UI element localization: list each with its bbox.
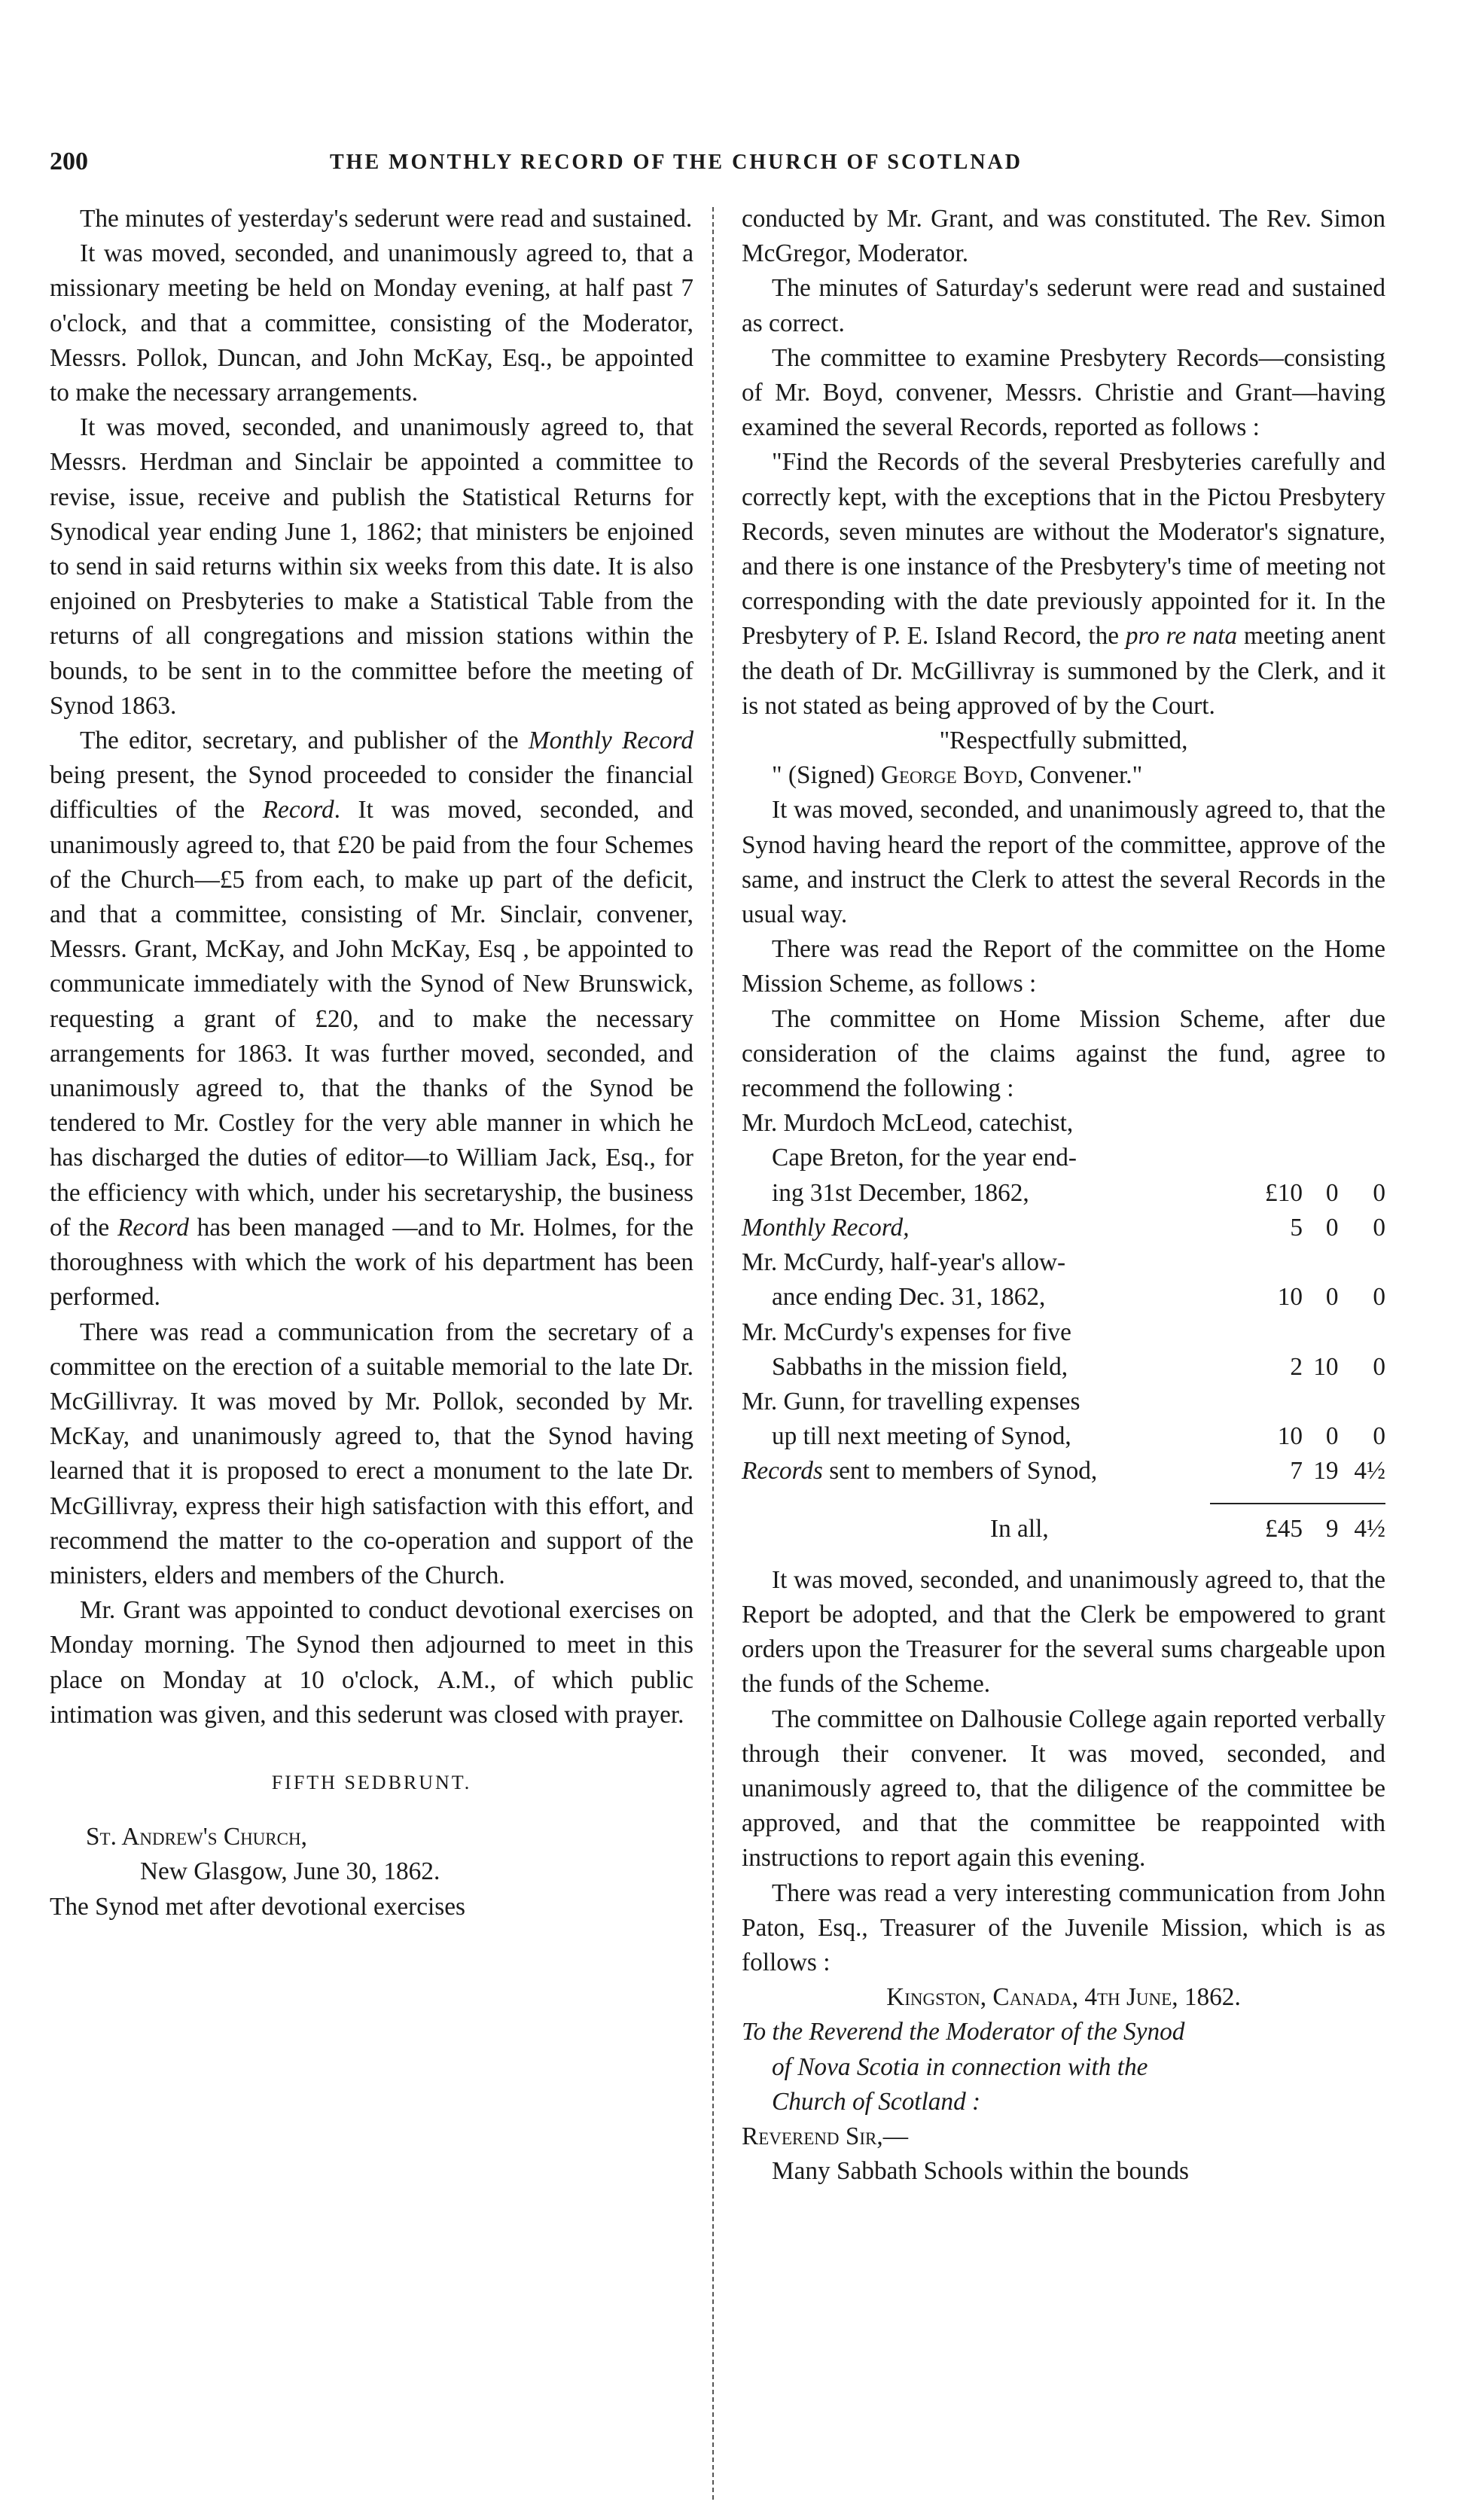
left-column [50, 202, 693, 1924]
text-run: has been managed —and to Mr. Holmes, for the thoroughness with which the work of his department has been performed. [50, 1213, 693, 1312]
paragraph: Many Sabbath Schools within the bounds [772, 2157, 1189, 2186]
paragraph [50, 724, 693, 1315]
text-run: meeting anent the death of Dr. McGillivray is summoned by the Clerk, and it is not stated as being approved of by the Court. [742, 622, 1385, 720]
text-run: , Convener." [1017, 761, 1143, 790]
shillings-value: 19 [1313, 1457, 1339, 1485]
paragraph: The minutes of Saturday's sederunt were read and sustained as correct. [742, 274, 1385, 337]
address-line: To the Reverend the Moderator of the Synod [742, 2018, 1185, 2046]
text-run: , of which public intimation was given, and this sederunt was closed with prayer. [50, 1665, 693, 1729]
item-text: Mr. Murdoch McLeod, catechist, [742, 1109, 1074, 1138]
paragraph: There was read a very interesting communication from John Paton, Esq., Treasurer of the Juvenile Mission, which is as follows : [742, 1879, 1385, 1976]
spacer [742, 1546, 1385, 1563]
italic-run: Record [262, 796, 334, 824]
item-text: up till next meeting of Synod, [772, 1422, 1071, 1451]
page-header [50, 148, 1390, 193]
paragraph: There was read the Report of the committee on the Home Mission Scheme, as follows : [742, 935, 1385, 998]
item-text: Records [742, 1457, 823, 1485]
text-run: "Find the Records of the several Presbyteries carefully and correctly kept, with the exceptions that in the Pictou Presbytery Records, seven minutes are without the Moderator's signature, and there is one instance of the Presbytery's time of meeting not corresponding with the date previously appointed for it. In the Presbytery of P. E. Island Record, the [742, 448, 1385, 651]
pence-value: 0 [1373, 1352, 1385, 1381]
pounds-value: 2 [1290, 1352, 1303, 1381]
item-text: Monthly Record, [742, 1213, 910, 1242]
list-item [742, 1315, 1385, 1385]
paragraph: conducted by Mr. Grant, and was constituted. The Rev. Simon McGregor, Moderator. [742, 205, 1385, 268]
item-text: Mr. Gunn, for travelling expenses [742, 1387, 1080, 1415]
item-text: Mr. McCurdy, half-year's allow- [742, 1248, 1066, 1277]
signature-line: "Respectfully submitted, [939, 727, 1188, 755]
pounds-value: £10 [1265, 1178, 1303, 1207]
shillings-value: 0 [1325, 1213, 1339, 1242]
pounds-value: 7 [1290, 1457, 1303, 1485]
paragraph [742, 445, 1385, 724]
total-rule [1210, 1503, 1385, 1504]
list-item [742, 1106, 1385, 1211]
address-line: Church of Scotland : [772, 2087, 981, 2116]
item-text: Cape Breton, for the year end- [772, 1144, 1077, 1172]
pounds-value: 5 [1290, 1213, 1303, 1242]
paragraph: The minutes of yesterday's sederunt were read and sustained. [80, 205, 693, 233]
page-number: 200 [50, 148, 88, 175]
running-title: THE MONTHLY RECORD OF THE CHURCH OF SCOTLNAD [330, 151, 1023, 174]
list-item [742, 1385, 1385, 1454]
text-run: being present, the Synod proceeded to consider the financial difficulties of the [50, 761, 693, 824]
place-date: New Glasgow, June 30, 1862. [140, 1857, 440, 1886]
column-divider [712, 207, 714, 2500]
church-name: St. Andrew's Church, [86, 1823, 307, 1851]
amount [1227, 1176, 1385, 1211]
text-run: " (Signed) [772, 761, 881, 790]
paragraph: It was moved, seconded, and unanimously agreed to, that a missionary meeting be held on Monday evening, at half past 7 o'clock, and that a committee, consisting of the Moderator, Messrs. Pollok, Duncan, and John McKay, Esq., be appointed to make the necessary arrangements. [50, 239, 693, 407]
section-heading: FIFTH SEDBRUNT. [271, 1771, 472, 1793]
right-column [742, 202, 1385, 2189]
pence-value: 4½ [1354, 1514, 1385, 1543]
pounds-value: £45 [1265, 1514, 1303, 1543]
item-text: Sabbaths in the mission field, [772, 1352, 1068, 1381]
paragraph: The committee on Dalhousie College again reported verbally through their convener. It was moved, seconded, and unanimously agreed to, that the diligence of the committee be approved, and that the committee be reappointed with instructions to report again this evening. [742, 1705, 1385, 1872]
amount [1227, 1454, 1385, 1489]
pence-value: 0 [1373, 1422, 1385, 1451]
item-text: sent to members of Synod, [822, 1457, 1098, 1485]
paragraph: The Synod met after devotional exercises [50, 1892, 465, 1921]
total-amount [1227, 1512, 1385, 1546]
pence-value: 0 [1373, 1283, 1385, 1312]
pence-value: 0 [1373, 1213, 1385, 1242]
paragraph: The committee to examine Presbytery Records—consisting of Mr. Boyd, convener, Messrs. Christie and Grant—having examined the several Records, reported as follows : [742, 343, 1385, 442]
address-line: of Nova Scotia in connection with the [772, 2052, 1148, 2081]
text-run: Mr. Grant was appointed to conduct devotional exercises on Monday morning. The Synod then adjourned to meet in this place on Monday at 10 o'clock, [50, 1596, 693, 1694]
amount [1227, 1350, 1385, 1385]
pounds-value: 10 [1277, 1422, 1303, 1451]
small-caps-run: A.M. [437, 1665, 490, 1694]
pounds-value: 10 [1277, 1283, 1303, 1312]
list-item [742, 1454, 1385, 1489]
shillings-value: 9 [1325, 1514, 1339, 1543]
total-label: In all, [990, 1514, 1049, 1543]
amount [1227, 1280, 1385, 1315]
shillings-value: 0 [1325, 1422, 1339, 1451]
salutation: Reverend Sir,— [742, 2122, 908, 2150]
shillings-value: 0 [1325, 1283, 1339, 1312]
paragraph: It was moved, seconded, and unanimously agreed to, that the Report be adopted, and that the Clerk be empowered to grant orders upon the Treasurer for the several sums chargeable upon the funds of the Scheme. [742, 1565, 1385, 1699]
paragraph: It was moved, seconded, and unanimously agreed to, that the Synod having heard the report of the committee, approve of the same, and instruct the Clerk to attest the several Records in the usual way. [742, 796, 1385, 929]
list-item [742, 1211, 1385, 1245]
paragraph: There was read a communication from the secretary of a committee on the erection of a suitable memorial to the late Dr. McGillivray. It was moved by Mr. Pollok, seconded by Mr. McKay, and unanimously agreed to, that the Synod having learned that it is proposed to erect a monument to the late Dr. McGillivray, express their high satisfaction with this effort, and recommend the matter to the co-operation and support of the ministers, elders and members of the Church. [50, 1318, 693, 1589]
total-row [742, 1512, 1385, 1546]
pence-value: 4½ [1354, 1457, 1385, 1485]
list-item [742, 1245, 1385, 1315]
text-run: . It was moved, seconded, and unanimously agreed to, that £20 be paid from the four Schemes of the Church—£5 from each, to make up part of the deficit, and that a committee, consisting of Mr. Sinclair, convener, Messrs. Grant, McKay, and John McKay, Esq , be appointed to communicate immediately with the Synod of New Brunswick, requesting a grant of £20, and to make the necessary arrangements for 1863. It was further moved, seconded, and unanimously agreed to, that the thanks of the Synod be tendered to Mr. Costley for the very able manner in which he has discharged the duties of editor—to William Jack, Esq., for the efficiency with which, under his secretaryship, the business of the [50, 796, 693, 1242]
shillings-value: 0 [1325, 1178, 1339, 1207]
small-caps-run: George Boyd [880, 761, 1017, 790]
amount [1227, 1211, 1385, 1245]
italic-run: pro re nata [1125, 622, 1238, 651]
dateline: Kingston, Canada, 4th June, 1862. [886, 1983, 1241, 2012]
item-text: ing 31st December, 1862, [772, 1178, 1029, 1207]
pence-value: 0 [1373, 1178, 1385, 1207]
paragraph: It was moved, seconded, and unanimously agreed to, that Messrs. Herdman and Sinclair be appointed a committee to revise, issue, receive and publish the Statistical Returns for Synodical year ending June 1, 1862; that ministers be enjoined to send in said returns within six weeks from this date. It is also enjoined on Presbyteries to make a Statistical Table from the returns of all congregations and mission stations within the bounds, to be sent in to the committee before the meeting of Synod 1863. [50, 413, 693, 720]
signature-line [742, 758, 1385, 793]
item-text: ance ending Dec. 31, 1862, [772, 1283, 1046, 1312]
item-text: Mr. McCurdy's expenses for five [742, 1318, 1071, 1346]
shillings-value: 10 [1313, 1352, 1339, 1381]
expense-list [742, 1106, 1385, 1489]
paragraph [50, 1593, 693, 1732]
paragraph: The committee on Home Mission Scheme, after due consideration of the claims against the fund, agree to recommend the following : [742, 1004, 1385, 1103]
italic-run: Record [117, 1213, 189, 1242]
text-run: The editor, secretary, and publisher of the [80, 727, 529, 755]
italic-run: Monthly Record [528, 727, 693, 755]
amount [1227, 1419, 1385, 1454]
